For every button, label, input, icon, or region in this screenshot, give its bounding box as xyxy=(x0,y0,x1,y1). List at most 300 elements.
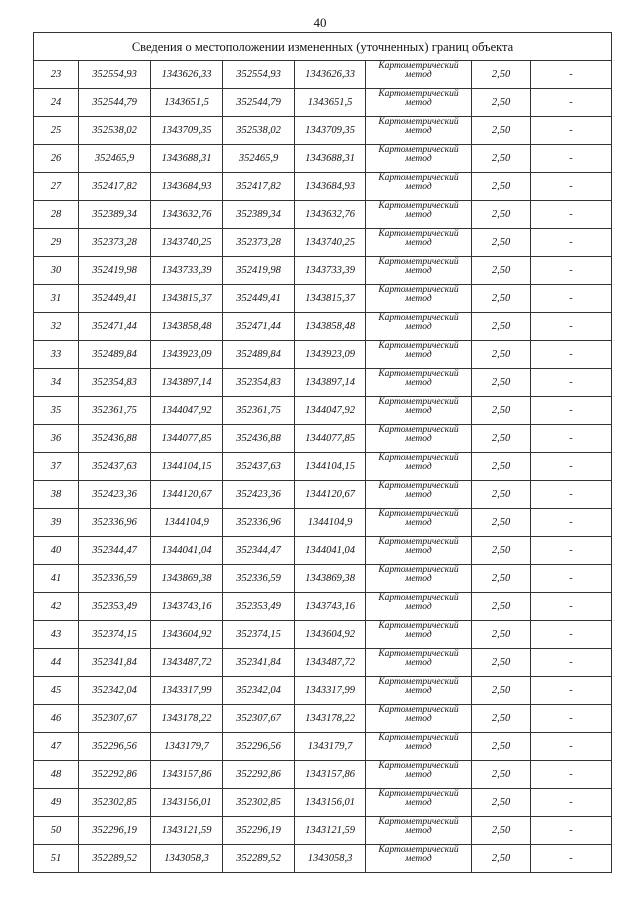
accuracy-cell: 2,50 xyxy=(472,173,531,201)
y-refined-cell: 1344104,9 xyxy=(295,509,366,537)
accuracy-cell: 2,50 xyxy=(472,705,531,733)
method-label-line: метод xyxy=(405,630,432,640)
accuracy-cell: 2,50 xyxy=(472,733,531,761)
table-row xyxy=(34,313,612,341)
method-cell xyxy=(366,565,472,593)
table-row xyxy=(34,733,612,761)
point-number-cell: 42 xyxy=(34,593,79,621)
point-number-cell: 32 xyxy=(34,313,79,341)
method-label-line: метод xyxy=(405,322,432,332)
y-existing-cell: 1343179,7 xyxy=(151,733,223,761)
y-existing-cell: 1343740,25 xyxy=(151,229,223,257)
y-existing-cell: 1343858,48 xyxy=(151,313,223,341)
note-cell: - xyxy=(531,565,612,593)
method-label-line: метод xyxy=(405,98,432,108)
point-number-cell: 33 xyxy=(34,341,79,369)
table-row xyxy=(34,285,612,313)
point-number-cell: 44 xyxy=(34,649,79,677)
x-refined-cell: 352344,47 xyxy=(223,537,295,565)
method-cell xyxy=(366,229,472,257)
note-cell: - xyxy=(531,733,612,761)
point-number-cell: 30 xyxy=(34,257,79,285)
method-label-line: Картометрический xyxy=(378,201,459,211)
point-number-cell: 28 xyxy=(34,201,79,229)
table-row xyxy=(34,425,612,453)
x-existing-cell: 352336,59 xyxy=(79,565,151,593)
accuracy-cell: 2,50 xyxy=(472,89,531,117)
y-existing-cell: 1343156,01 xyxy=(151,789,223,817)
point-number-cell: 39 xyxy=(34,509,79,537)
method-cell xyxy=(366,257,472,285)
x-existing-cell: 352374,15 xyxy=(79,621,151,649)
table-row xyxy=(34,481,612,509)
method-cell xyxy=(366,425,472,453)
method-label-line: Картометрический xyxy=(378,537,459,547)
point-number-cell: 51 xyxy=(34,845,79,873)
table-row xyxy=(34,509,612,537)
accuracy-cell: 2,50 xyxy=(472,369,531,397)
y-refined-cell: 1343740,25 xyxy=(295,229,366,257)
method-label-line: метод xyxy=(405,854,432,864)
x-existing-cell: 352471,44 xyxy=(79,313,151,341)
accuracy-cell: 2,50 xyxy=(472,313,531,341)
y-refined-cell: 1344120,67 xyxy=(295,481,366,509)
accuracy-cell: 2,50 xyxy=(472,257,531,285)
point-number-cell: 35 xyxy=(34,397,79,425)
x-refined-cell: 352554,93 xyxy=(223,61,295,89)
y-existing-cell: 1343178,22 xyxy=(151,705,223,733)
y-refined-cell: 1343178,22 xyxy=(295,705,366,733)
x-existing-cell: 352389,34 xyxy=(79,201,151,229)
accuracy-cell: 2,50 xyxy=(472,649,531,677)
x-existing-cell: 352336,96 xyxy=(79,509,151,537)
x-existing-cell: 352538,02 xyxy=(79,117,151,145)
x-existing-cell: 352292,86 xyxy=(79,761,151,789)
x-existing-cell: 352296,19 xyxy=(79,817,151,845)
accuracy-cell: 2,50 xyxy=(472,285,531,313)
point-number-cell: 49 xyxy=(34,789,79,817)
note-cell: - xyxy=(531,89,612,117)
method-label-line: Картометрический xyxy=(378,425,459,435)
point-number-cell: 29 xyxy=(34,229,79,257)
x-refined-cell: 352449,41 xyxy=(223,285,295,313)
point-number-cell: 31 xyxy=(34,285,79,313)
y-existing-cell: 1343815,37 xyxy=(151,285,223,313)
table-row xyxy=(34,173,612,201)
y-refined-cell: 1343626,33 xyxy=(295,61,366,89)
method-label-line: Картометрический xyxy=(378,117,459,127)
y-refined-cell: 1343923,09 xyxy=(295,341,366,369)
method-cell xyxy=(366,117,472,145)
table-row xyxy=(34,789,612,817)
x-existing-cell: 352342,04 xyxy=(79,677,151,705)
x-refined-cell: 352296,19 xyxy=(223,817,295,845)
method-label-line: Картометрический xyxy=(378,509,459,519)
method-cell xyxy=(366,593,472,621)
y-existing-cell: 1343058,3 xyxy=(151,845,223,873)
method-label-line: метод xyxy=(405,826,432,836)
accuracy-cell: 2,50 xyxy=(472,397,531,425)
table-row xyxy=(34,229,612,257)
y-existing-cell: 1343317,99 xyxy=(151,677,223,705)
table-title-row xyxy=(34,33,612,61)
table-row xyxy=(34,677,612,705)
table-row xyxy=(34,369,612,397)
point-number-cell: 45 xyxy=(34,677,79,705)
method-label-line: Картометрический xyxy=(378,705,459,715)
method-label-line: Картометрический xyxy=(378,257,459,267)
note-cell: - xyxy=(531,61,612,89)
x-existing-cell: 352353,49 xyxy=(79,593,151,621)
x-refined-cell: 352417,82 xyxy=(223,173,295,201)
accuracy-cell: 2,50 xyxy=(472,481,531,509)
x-refined-cell: 352489,84 xyxy=(223,341,295,369)
x-refined-cell: 352302,85 xyxy=(223,789,295,817)
point-number-cell: 24 xyxy=(34,89,79,117)
accuracy-cell: 2,50 xyxy=(472,509,531,537)
y-existing-cell: 1344104,15 xyxy=(151,453,223,481)
note-cell: - xyxy=(531,621,612,649)
method-cell xyxy=(366,705,472,733)
x-refined-cell: 352307,67 xyxy=(223,705,295,733)
y-existing-cell: 1344047,92 xyxy=(151,397,223,425)
table-row xyxy=(34,201,612,229)
note-cell: - xyxy=(531,285,612,313)
method-label-line: Картометрический xyxy=(378,397,459,407)
note-cell: - xyxy=(531,845,612,873)
method-cell xyxy=(366,677,472,705)
point-number-cell: 27 xyxy=(34,173,79,201)
method-cell xyxy=(366,397,472,425)
y-refined-cell: 1343869,38 xyxy=(295,565,366,593)
point-number-cell: 36 xyxy=(34,425,79,453)
method-label-line: Картометрический xyxy=(378,285,459,295)
method-cell xyxy=(366,845,472,873)
note-cell: - xyxy=(531,789,612,817)
x-existing-cell: 352307,67 xyxy=(79,705,151,733)
y-existing-cell: 1343684,93 xyxy=(151,173,223,201)
x-refined-cell: 352436,88 xyxy=(223,425,295,453)
point-number-cell: 41 xyxy=(34,565,79,593)
x-existing-cell: 352354,83 xyxy=(79,369,151,397)
y-refined-cell: 1343733,39 xyxy=(295,257,366,285)
method-label-line: Картометрический xyxy=(378,593,459,603)
method-label-line: метод xyxy=(405,742,432,752)
accuracy-cell: 2,50 xyxy=(472,117,531,145)
accuracy-cell: 2,50 xyxy=(472,817,531,845)
y-refined-cell: 1343121,59 xyxy=(295,817,366,845)
x-refined-cell: 352419,98 xyxy=(223,257,295,285)
note-cell: - xyxy=(531,677,612,705)
point-number-cell: 50 xyxy=(34,817,79,845)
method-label-line: Картометрический xyxy=(378,789,459,799)
method-label-line: метод xyxy=(405,126,432,136)
method-cell xyxy=(366,313,472,341)
method-label-line: Картометрический xyxy=(378,89,459,99)
method-label-line: Картометрический xyxy=(378,313,459,323)
accuracy-cell: 2,50 xyxy=(472,145,531,173)
method-label-line: метод xyxy=(405,182,432,192)
table-row xyxy=(34,145,612,173)
note-cell: - xyxy=(531,509,612,537)
accuracy-cell: 2,50 xyxy=(472,621,531,649)
y-refined-cell: 1343651,5 xyxy=(295,89,366,117)
y-existing-cell: 1343121,59 xyxy=(151,817,223,845)
method-label-line: Картометрический xyxy=(378,621,459,631)
y-existing-cell: 1343923,09 xyxy=(151,341,223,369)
method-cell xyxy=(366,761,472,789)
table-row xyxy=(34,453,612,481)
note-cell: - xyxy=(531,537,612,565)
method-label-line: метод xyxy=(405,350,432,360)
note-cell: - xyxy=(531,257,612,285)
x-existing-cell: 352417,82 xyxy=(79,173,151,201)
point-number-cell: 38 xyxy=(34,481,79,509)
method-cell xyxy=(366,89,472,117)
x-refined-cell: 352471,44 xyxy=(223,313,295,341)
method-label-line: метод xyxy=(405,602,432,612)
x-refined-cell: 352342,04 xyxy=(223,677,295,705)
point-number-cell: 46 xyxy=(34,705,79,733)
method-label-line: Картометрический xyxy=(378,845,459,855)
x-existing-cell: 352341,84 xyxy=(79,649,151,677)
method-label-line: метод xyxy=(405,686,432,696)
y-refined-cell: 1343743,16 xyxy=(295,593,366,621)
note-cell: - xyxy=(531,145,612,173)
y-existing-cell: 1343651,5 xyxy=(151,89,223,117)
table-row xyxy=(34,257,612,285)
accuracy-cell: 2,50 xyxy=(472,537,531,565)
y-existing-cell: 1344120,67 xyxy=(151,481,223,509)
point-number-cell: 25 xyxy=(34,117,79,145)
y-refined-cell: 1344047,92 xyxy=(295,397,366,425)
y-refined-cell: 1343317,99 xyxy=(295,677,366,705)
x-existing-cell: 352436,88 xyxy=(79,425,151,453)
note-cell: - xyxy=(531,481,612,509)
method-label-line: метод xyxy=(405,294,432,304)
method-label-line: Картометрический xyxy=(378,481,459,491)
x-refined-cell: 352374,15 xyxy=(223,621,295,649)
x-existing-cell: 352344,47 xyxy=(79,537,151,565)
x-existing-cell: 352544,79 xyxy=(79,89,151,117)
x-refined-cell: 352361,75 xyxy=(223,397,295,425)
table-row xyxy=(34,621,612,649)
method-label-line: метод xyxy=(405,574,432,584)
x-refined-cell: 352289,52 xyxy=(223,845,295,873)
table-row xyxy=(34,117,612,145)
table-row xyxy=(34,593,612,621)
method-label-line: Картометрический xyxy=(378,369,459,379)
table-row xyxy=(34,845,612,873)
note-cell: - xyxy=(531,453,612,481)
method-label-line: метод xyxy=(405,154,432,164)
x-refined-cell: 352544,79 xyxy=(223,89,295,117)
accuracy-cell: 2,50 xyxy=(472,61,531,89)
x-refined-cell: 352292,86 xyxy=(223,761,295,789)
y-existing-cell: 1343897,14 xyxy=(151,369,223,397)
method-label-line: метод xyxy=(405,714,432,724)
method-label-line: Картометрический xyxy=(378,565,459,575)
accuracy-cell: 2,50 xyxy=(472,453,531,481)
method-cell xyxy=(366,341,472,369)
x-existing-cell: 352296,56 xyxy=(79,733,151,761)
x-existing-cell: 352289,52 xyxy=(79,845,151,873)
x-refined-cell: 352465,9 xyxy=(223,145,295,173)
x-refined-cell: 352353,49 xyxy=(223,593,295,621)
method-label-line: метод xyxy=(405,266,432,276)
method-label-line: Картометрический xyxy=(378,341,459,351)
x-refined-cell: 352336,96 xyxy=(223,509,295,537)
method-label-line: Картометрический xyxy=(378,761,459,771)
y-existing-cell: 1343626,33 xyxy=(151,61,223,89)
note-cell: - xyxy=(531,705,612,733)
x-refined-cell: 352296,56 xyxy=(223,733,295,761)
point-number-cell: 40 xyxy=(34,537,79,565)
x-existing-cell: 352361,75 xyxy=(79,397,151,425)
accuracy-cell: 2,50 xyxy=(472,845,531,873)
note-cell: - xyxy=(531,201,612,229)
method-label-line: метод xyxy=(405,238,432,248)
note-cell: - xyxy=(531,341,612,369)
method-cell xyxy=(366,201,472,229)
y-refined-cell: 1343632,76 xyxy=(295,201,366,229)
x-existing-cell: 352554,93 xyxy=(79,61,151,89)
x-refined-cell: 352423,36 xyxy=(223,481,295,509)
y-refined-cell: 1343487,72 xyxy=(295,649,366,677)
y-refined-cell: 1343157,86 xyxy=(295,761,366,789)
coordinates-table xyxy=(33,32,612,873)
y-existing-cell: 1343709,35 xyxy=(151,117,223,145)
y-refined-cell: 1343858,48 xyxy=(295,313,366,341)
method-label-line: метод xyxy=(405,518,432,528)
method-label-line: Картометрический xyxy=(378,173,459,183)
note-cell: - xyxy=(531,229,612,257)
point-number-cell: 37 xyxy=(34,453,79,481)
y-existing-cell: 1343157,86 xyxy=(151,761,223,789)
note-cell: - xyxy=(531,173,612,201)
note-cell: - xyxy=(531,369,612,397)
x-refined-cell: 352341,84 xyxy=(223,649,295,677)
y-existing-cell: 1343733,39 xyxy=(151,257,223,285)
x-refined-cell: 352373,28 xyxy=(223,229,295,257)
x-existing-cell: 352465,9 xyxy=(79,145,151,173)
table-row xyxy=(34,89,612,117)
method-label-line: Картометрический xyxy=(378,145,459,155)
y-refined-cell: 1344077,85 xyxy=(295,425,366,453)
method-cell xyxy=(366,145,472,173)
x-refined-cell: 352354,83 xyxy=(223,369,295,397)
method-cell xyxy=(366,285,472,313)
method-cell xyxy=(366,453,472,481)
method-label-line: Картометрический xyxy=(378,453,459,463)
x-existing-cell: 352437,63 xyxy=(79,453,151,481)
method-cell xyxy=(366,61,472,89)
method-label-line: Картометрический xyxy=(378,61,459,71)
method-cell xyxy=(366,649,472,677)
point-number-cell: 34 xyxy=(34,369,79,397)
y-existing-cell: 1343743,16 xyxy=(151,593,223,621)
y-refined-cell: 1343688,31 xyxy=(295,145,366,173)
table-row xyxy=(34,565,612,593)
table-row xyxy=(34,705,612,733)
table-row xyxy=(34,649,612,677)
method-label-line: метод xyxy=(405,798,432,808)
y-refined-cell: 1344104,15 xyxy=(295,453,366,481)
y-refined-cell: 1343897,14 xyxy=(295,369,366,397)
point-number-cell: 43 xyxy=(34,621,79,649)
y-refined-cell: 1343684,93 xyxy=(295,173,366,201)
accuracy-cell: 2,50 xyxy=(472,341,531,369)
y-refined-cell: 1343815,37 xyxy=(295,285,366,313)
method-label-line: Картометрический xyxy=(378,817,459,827)
y-existing-cell: 1343604,92 xyxy=(151,621,223,649)
method-cell xyxy=(366,537,472,565)
method-cell xyxy=(366,509,472,537)
y-existing-cell: 1344077,85 xyxy=(151,425,223,453)
method-cell xyxy=(366,621,472,649)
method-label-line: метод xyxy=(405,434,432,444)
y-refined-cell: 1344041,04 xyxy=(295,537,366,565)
point-number-cell: 23 xyxy=(34,61,79,89)
note-cell: - xyxy=(531,593,612,621)
accuracy-cell: 2,50 xyxy=(472,425,531,453)
accuracy-cell: 2,50 xyxy=(472,677,531,705)
table-title: Сведения о местоположении измененных (уточненных) границ объекта xyxy=(34,33,612,61)
x-refined-cell: 352336,59 xyxy=(223,565,295,593)
method-label-line: метод xyxy=(405,406,432,416)
method-cell xyxy=(366,817,472,845)
y-existing-cell: 1343632,76 xyxy=(151,201,223,229)
method-cell xyxy=(366,789,472,817)
y-refined-cell: 1343179,7 xyxy=(295,733,366,761)
table-row xyxy=(34,817,612,845)
point-number-cell: 47 xyxy=(34,733,79,761)
accuracy-cell: 2,50 xyxy=(472,565,531,593)
x-refined-cell: 352437,63 xyxy=(223,453,295,481)
x-existing-cell: 352302,85 xyxy=(79,789,151,817)
table-body xyxy=(34,33,612,873)
point-number-cell: 48 xyxy=(34,761,79,789)
note-cell: - xyxy=(531,313,612,341)
method-label-line: метод xyxy=(405,462,432,472)
x-existing-cell: 352419,98 xyxy=(79,257,151,285)
method-label-line: метод xyxy=(405,658,432,668)
y-refined-cell: 1343058,3 xyxy=(295,845,366,873)
method-label-line: Картометрический xyxy=(378,677,459,687)
accuracy-cell: 2,50 xyxy=(472,201,531,229)
x-existing-cell: 352373,28 xyxy=(79,229,151,257)
method-label-line: метод xyxy=(405,546,432,556)
y-existing-cell: 1343688,31 xyxy=(151,145,223,173)
method-label-line: метод xyxy=(405,378,432,388)
table-row xyxy=(34,537,612,565)
y-refined-cell: 1343156,01 xyxy=(295,789,366,817)
note-cell: - xyxy=(531,817,612,845)
y-existing-cell: 1344041,04 xyxy=(151,537,223,565)
method-label-line: Картометрический xyxy=(378,733,459,743)
table-row xyxy=(34,341,612,369)
x-existing-cell: 352423,36 xyxy=(79,481,151,509)
accuracy-cell: 2,50 xyxy=(472,229,531,257)
table-row xyxy=(34,61,612,89)
method-cell xyxy=(366,481,472,509)
table-row xyxy=(34,761,612,789)
note-cell: - xyxy=(531,761,612,789)
method-cell xyxy=(366,369,472,397)
x-existing-cell: 352489,84 xyxy=(79,341,151,369)
note-cell: - xyxy=(531,649,612,677)
accuracy-cell: 2,50 xyxy=(472,593,531,621)
